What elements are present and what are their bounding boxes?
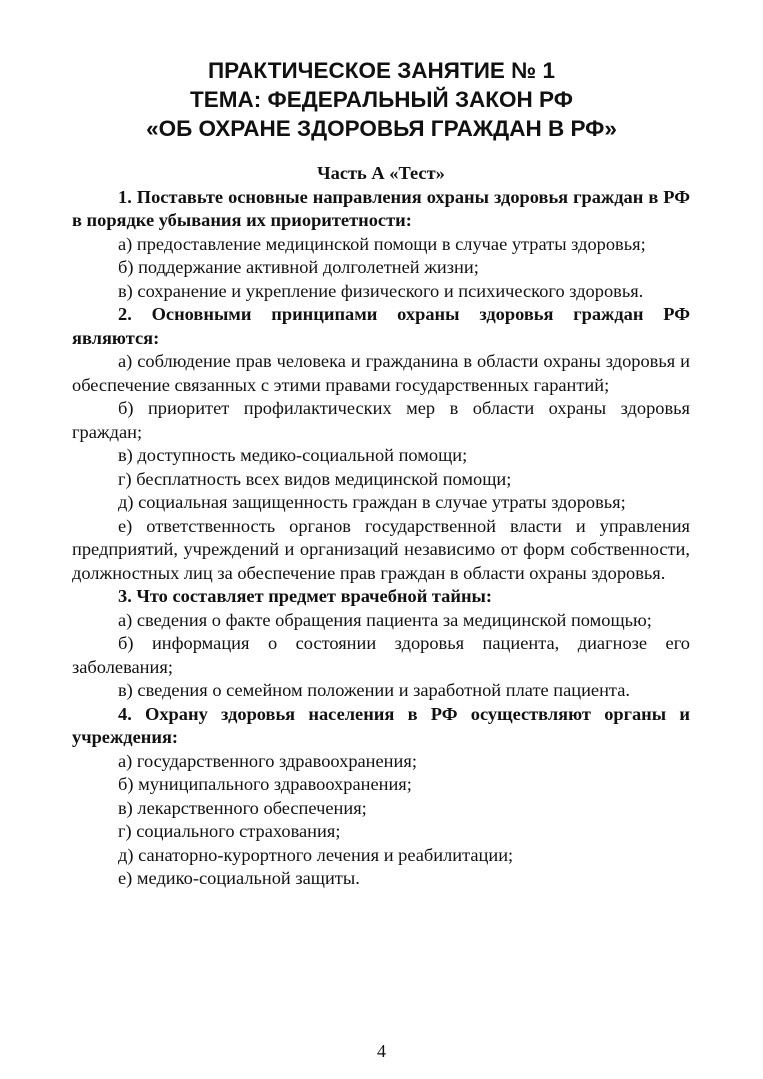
section-subtitle: Часть А «Тест» <box>317 163 445 183</box>
question-3: 3. Что составляет предмет врачебной тайны: <box>118 586 493 606</box>
answer-1a: а) предоставление медицинской помощи в случае утраты здоровья; <box>118 233 646 254</box>
title-line-3: «ОБ ОХРАНЕ ЗДОРОВЬЯ ГРАЖДАН В РФ» <box>146 116 617 141</box>
answer-4a: а) государственного здравоохранения; <box>118 750 417 771</box>
answer-2f: е) ответственность органов государственной власти и управления предприятий, учреждений и организаций независимо от форм собственности, должностных лиц за обеспечение прав граждан в области охраны здоровья. <box>72 515 690 583</box>
answer-2d: г) бесплатность всех видов медицинской помощи; <box>118 468 512 489</box>
answer-2a: а) соблюдение прав человека и гражданина в области охраны здоровья и обеспечение связанных с этими правами государственных гарантий; <box>72 351 690 395</box>
page-title <box>0 56 763 143</box>
answer-4e: д) санаторно-курортного лечения и реабилитации; <box>118 844 514 865</box>
answer-4c: в) лекарственного обеспечения; <box>118 797 367 818</box>
question-1: 1. Поставьте основные направления охраны здоровья граждан в РФ в порядке убывания их приоритетности: <box>72 186 690 230</box>
question-4: 4. Охрану здоровья населения в РФ осуществляют органы и учреждения: <box>72 703 690 747</box>
answer-2b: б) приоритет профилактических мер в области охраны здоровья граждан; <box>72 398 690 442</box>
answer-2e: д) социальная защищенность граждан в случае утраты здоровья; <box>118 492 626 512</box>
answer-4f: е) медико-социальной защиты. <box>118 868 360 888</box>
answer-3b: б) информация о состоянии здоровья пациента, диагнозе его заболевания; <box>72 633 690 677</box>
title-line-2: ТЕМА: ФЕДЕРАЛЬНЫЙ ЗАКОН РФ <box>190 87 573 112</box>
document-body <box>72 162 690 891</box>
answer-1b: б) поддержание активной долголетней жизни; <box>118 257 479 277</box>
answer-3a: а) сведения о факте обращения пациента за медицинской помощью; <box>118 609 652 630</box>
question-2: 2. Основными принципами охраны здоровья граждан РФ являются: <box>72 304 690 348</box>
answer-4d: г) социального страхования; <box>118 821 341 841</box>
title-line-1: ПРАКТИЧЕСКОЕ ЗАНЯТИЕ № 1 <box>207 58 555 83</box>
answer-1c: в) сохранение и укрепление физического и психического здоровья. <box>118 280 644 301</box>
answer-3c: в) сведения о семейном положении и заработной плате пациента. <box>118 680 630 700</box>
answer-4b: б) муниципального здравоохранения; <box>118 774 412 794</box>
page-number: 4 <box>377 1041 386 1061</box>
answer-2c: в) доступность медико-социальной помощи; <box>118 445 468 465</box>
